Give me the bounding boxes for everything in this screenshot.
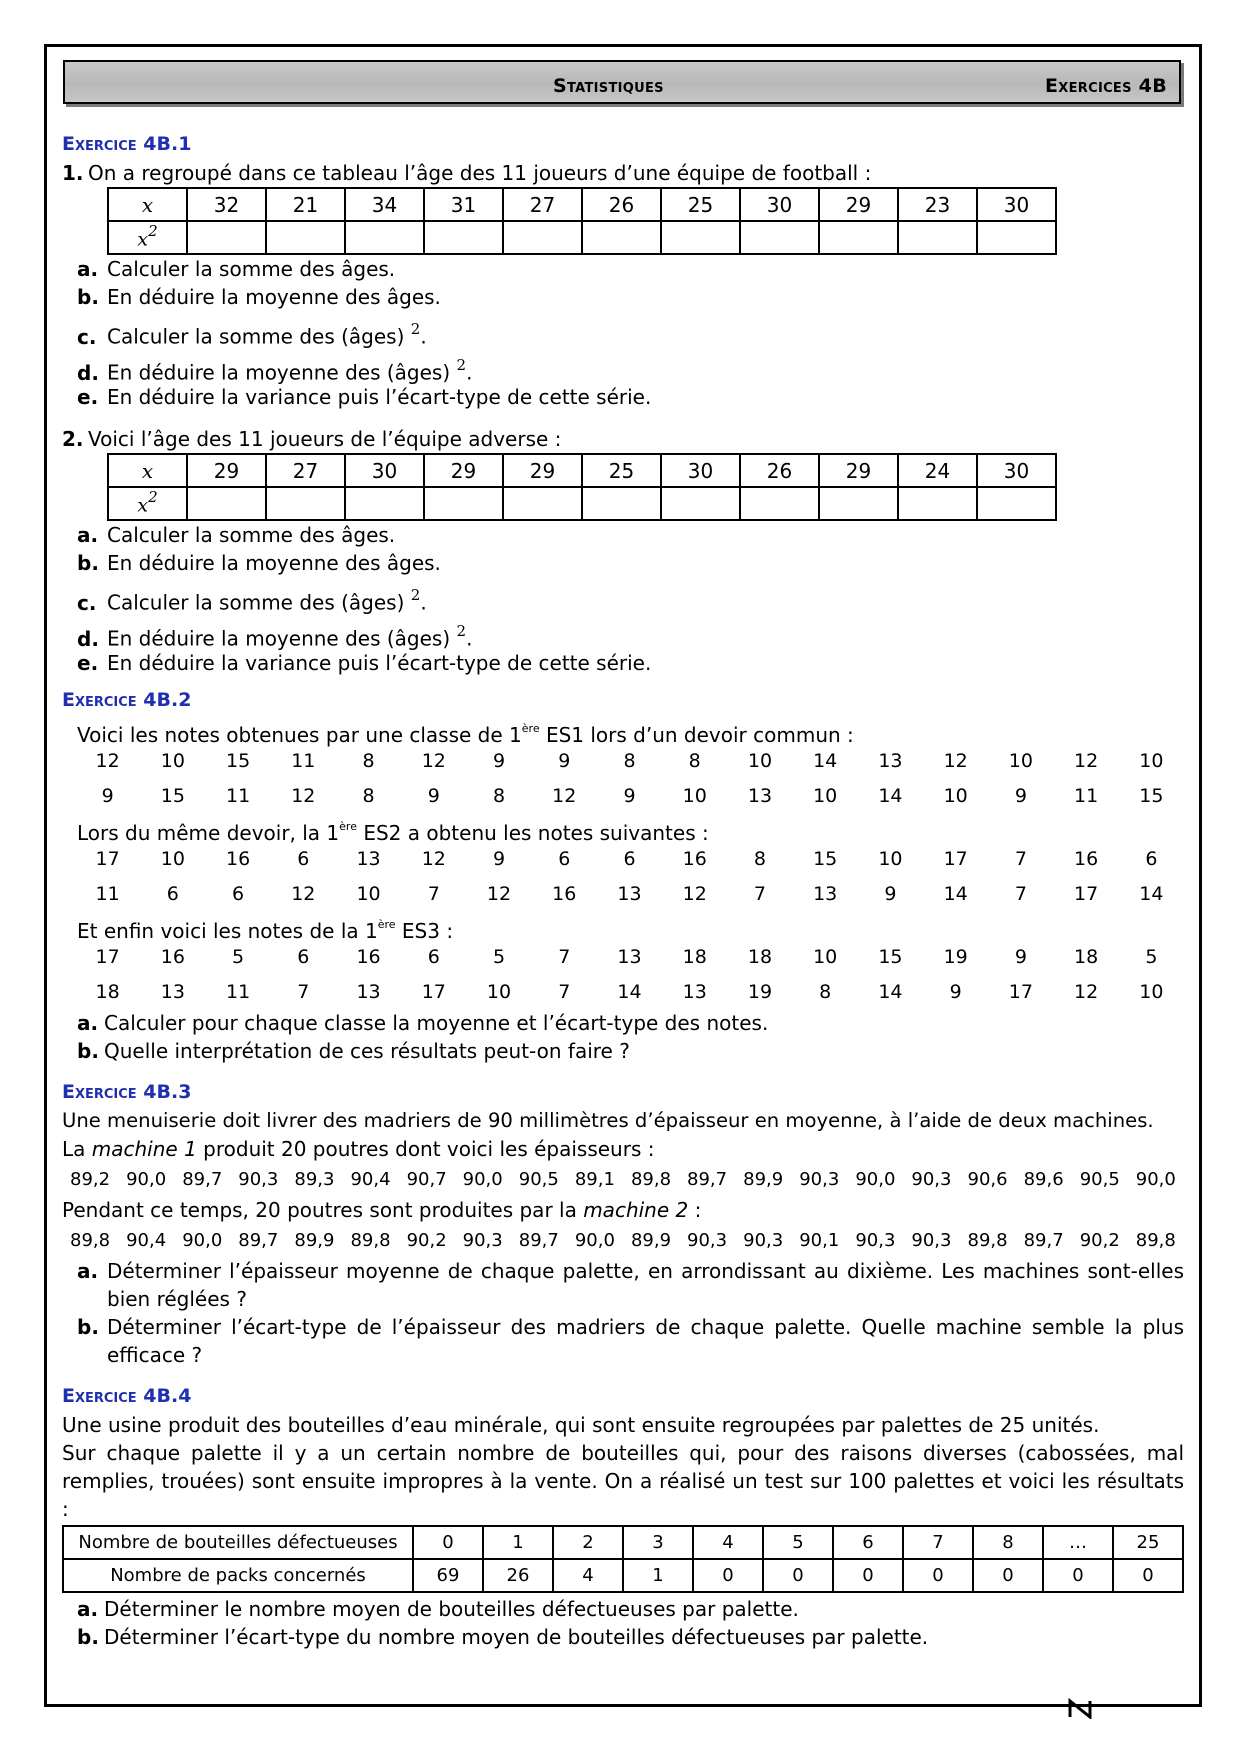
value: 13 [160,980,185,1003]
table-cell: 0 [1043,1559,1113,1592]
empty-answer-cell [582,221,661,254]
table-cell: 27 [503,188,582,221]
value: 11 [225,784,251,807]
table-cell: 25 [661,188,740,221]
value: 15 [813,847,838,870]
value: 90,7 [406,1169,447,1190]
ex4-intro: Une usine produit des bouteilles d’eau minérale, qui sont ensuite regroupées par palettes de 25 unités. [62,1413,1100,1437]
table-cell: 1 [623,1559,693,1592]
questions-1: a. Calculer la somme des âges. b. En déduire la moyenne des âges. c. Calculer la somme des (âges) $^2$. d. En déduire la moyenne des (âges) $^2$. e. En déduire la variance puis l’écart-type de cette série. [77,257,652,409]
machine2-intro: Pendant ce temps, 20 poutres sont produites par la machine 2 : [62,1198,702,1222]
table-cell: 27 [266,454,345,487]
content [62,127,1184,1651]
value: 89,7 [687,1169,728,1190]
value: 8 [753,847,766,870]
value: 89,7 [182,1169,223,1190]
value: 7 [558,945,571,968]
value: 14 [878,784,903,807]
exercise-title: Exercice 4B.2 [62,689,192,711]
table-cell: … [1043,1526,1113,1559]
table-cell: 0 [763,1559,833,1592]
header-code: Exercices 4B [1045,75,1167,97]
value: 90,0 [574,1230,615,1251]
value: 9 [558,749,571,772]
value: 90,2 [1079,1230,1120,1251]
value: 18 [1074,945,1099,968]
table-cell: 0 [1113,1559,1183,1592]
value: 10 [356,882,381,905]
grades-row [62,974,1184,1009]
table-cell: 69 [413,1559,483,1592]
value: 10 [747,749,773,772]
value: 12 [486,882,512,905]
value: 10 [1139,980,1164,1003]
table-cell: 31 [424,188,503,221]
value: 6 [297,847,310,870]
value: 5 [492,945,506,968]
value: 6 [623,847,636,870]
value: 13 [617,945,642,968]
row-label-x-squared: $x^2$ [108,221,187,254]
table-cell: 5 [763,1526,833,1559]
value: 11 [291,749,316,772]
value: 6 [166,882,179,905]
table-cell: 34 [345,188,424,221]
value: 11 [225,980,251,1003]
value: 14 [878,980,903,1003]
empty-answer-cell [266,221,345,254]
value: 8 [492,784,506,807]
value: 10 [813,784,838,807]
exercise-title: Exercice 4B.4 [62,1385,192,1407]
value: 16 [552,882,577,905]
value: 13 [813,882,838,905]
value: 9 [949,980,962,1003]
row-label-x: x [108,454,187,487]
table-cell: 24 [898,454,977,487]
value: 5 [232,945,245,968]
value: 7 [558,980,571,1003]
value: 90,3 [911,1230,952,1251]
value: 89,8 [70,1230,111,1251]
row-label-x-squared: $x^2$ [108,487,187,520]
value: 9 [1014,945,1027,968]
header-title: Statistiques [553,75,664,97]
part-intro: 1. On a regroupé dans ce tableau l’âge des 11 joueurs d’une équipe de football : [62,161,872,185]
value: 90,0 [462,1169,503,1190]
value: 89,1 [574,1169,615,1190]
machine1-values [62,1163,1184,1196]
empty-answer-cell [582,487,661,520]
value: 90,3 [238,1169,279,1190]
value: 89,7 [238,1230,279,1251]
table-cell: 29 [187,454,266,487]
value: 12 [943,749,968,772]
empty-answer-cell [819,221,898,254]
questions-ex3: a. Déterminer l’épaisseur moyenne de chaque palette, en arrondissant au dixième. Les machines sont-elles bien réglées ? [77,1259,1184,1311]
value: 9 [101,784,114,807]
value: 6 [558,847,571,870]
ex4-intro-2: Sur chaque palette il y a un certain nombre de bouteilles qui, pour des raisons diverses (cabossées, mal remplies, trouées) sont ensuite impropres à la vente. On a réalisé un test sur 100 palettes et voici les résultats : [62,1441,1184,1521]
grades-row [62,939,1184,974]
table-cell: 30 [977,188,1056,221]
value: 9 [492,749,506,772]
table-cell: 4 [693,1526,763,1559]
grades-row [62,778,1184,813]
value: 7 [297,980,310,1003]
questions-ex2: a. Calculer pour chaque classe la moyenne et l’écart-type des notes. b. Quelle interprétation de ces résultats peut-on faire ? [77,1011,769,1063]
table-cell: 6 [833,1526,903,1559]
value: 7 [1014,882,1027,905]
value: 90,3 [687,1230,728,1251]
value: 9 [884,882,897,905]
empty-answer-cell [977,487,1056,520]
value: 14 [813,749,838,772]
value: 90,0 [182,1230,223,1251]
table-cell: 30 [345,454,424,487]
table-cell: 21 [266,188,345,221]
value: 10 [1139,749,1164,772]
empty-answer-cell [266,487,345,520]
empty-answer-cell [345,221,424,254]
table-cell: 30 [661,454,740,487]
value: 15 [1139,784,1164,807]
empty-answer-cell [187,487,266,520]
value: 13 [878,749,903,772]
value: 7 [427,882,440,905]
value: 11 [95,882,120,905]
table-cell: 30 [740,188,819,221]
value: 10 [943,784,968,807]
value: 8 [819,980,832,1003]
value: 89,9 [294,1230,335,1251]
empty-answer-cell [345,487,424,520]
table-cell: 26 [483,1559,553,1592]
value: 16 [682,847,707,870]
value: 13 [747,784,773,807]
value: 12 [1074,980,1099,1003]
value: 8 [688,749,701,772]
value: 19 [747,980,773,1003]
page-frame [44,44,1202,1707]
empty-answer-cell [898,487,977,520]
value: 6 [427,945,440,968]
value: 10 [1008,749,1033,772]
value: 17 [1008,980,1033,1003]
table-cell: 0 [903,1559,973,1592]
empty-answer-cell [977,221,1056,254]
value: 10 [160,847,185,870]
value: 9 [427,784,440,807]
value: 90,0 [855,1169,896,1190]
table-cell: 1 [483,1526,553,1559]
class-intro: Voici les notes obtenues par une classe de 1ère ES1 lors d’un devoir commun : [77,722,854,747]
value: 12 [552,784,577,807]
value: 90,3 [855,1230,896,1251]
value: 7 [753,882,766,905]
table-cell: 29 [819,454,898,487]
value: 90,3 [911,1169,952,1190]
value: 90,0 [126,1169,167,1190]
table-cell: 0 [973,1559,1043,1592]
value: 89,3 [294,1169,335,1190]
value: 90,5 [1079,1169,1120,1190]
value: 89,9 [630,1230,672,1251]
value: 17 [1074,882,1099,905]
table-cell: 26 [740,454,819,487]
page-corner-mark [1066,1697,1096,1719]
value: 8 [362,749,375,772]
value: 12 [1074,749,1099,772]
value: 11 [1074,784,1099,807]
machine1-intro: La machine 1 produit 20 poutres dont voici les épaisseurs : [62,1137,655,1161]
value: 90,0 [1135,1169,1176,1190]
value: 14 [1139,882,1164,905]
value: 15 [878,945,903,968]
empty-answer-cell [898,221,977,254]
value: 8 [623,749,636,772]
table-cell: 25 [582,454,661,487]
value: 12 [291,784,316,807]
table-cell: 32 [187,188,266,221]
value: 12 [421,749,446,772]
value: 90,4 [350,1169,391,1190]
value: 15 [225,749,251,772]
value: 16 [1074,847,1099,870]
value: 6 [297,945,310,968]
value: 89,8 [350,1230,391,1251]
value: 90,4 [126,1230,167,1251]
value: 6 [1145,847,1158,870]
empty-answer-cell [819,487,898,520]
value: 89,7 [518,1230,559,1251]
grades-row [62,743,1184,778]
value: 10 [682,784,707,807]
empty-answer-cell [503,487,582,520]
value: 17 [943,847,968,870]
value: 89,8 [1135,1230,1176,1251]
value: 12 [291,882,316,905]
empty-answer-cell [740,221,819,254]
value: 89,6 [1023,1169,1064,1190]
value: 7 [1014,847,1027,870]
table-cell: 26 [582,188,661,221]
value: 16 [160,945,185,968]
bottles-table [62,1525,1184,1593]
value: 18 [95,980,120,1003]
value: 90,3 [743,1230,784,1251]
machine2-values [62,1224,1184,1257]
table-cell: 29 [503,454,582,487]
value: 17 [95,847,120,870]
value: 12 [421,847,446,870]
value: 9 [1014,784,1027,807]
exercise-title: Exercice 4B.3 [62,1081,192,1103]
table-cell: 25 [1113,1526,1183,1559]
empty-answer-cell [187,221,266,254]
value: 13 [356,847,381,870]
questions-ex4: a. Déterminer le nombre moyen de bouteilles défectueuses par palette. b. Déterminer l’écart-type du nombre moyen de bouteilles défectueuses par palette. [77,1597,929,1649]
value: 18 [682,945,707,968]
value: 10 [160,749,185,772]
value: 10 [878,847,903,870]
table-cell: 3 [623,1526,693,1559]
empty-answer-cell [661,487,740,520]
value: 12 [95,749,120,772]
value: 90,3 [799,1169,840,1190]
value: 89,2 [70,1169,111,1190]
empty-answer-cell [740,487,819,520]
value: 9 [623,784,636,807]
value: 5 [1145,945,1158,968]
part-intro: 2. Voici l’âge des 11 joueurs de l’équipe adverse : [62,427,562,451]
value: 16 [225,847,251,870]
value: 89,7 [1023,1230,1064,1251]
header-banner [63,60,1181,104]
value: 89,8 [967,1230,1008,1251]
table-cell: 0 [833,1559,903,1592]
value: 17 [421,980,446,1003]
value: 17 [95,945,120,968]
table-cell: 29 [424,454,503,487]
value: 90,6 [967,1169,1008,1190]
table-cell: 29 [819,188,898,221]
exercise-title: Exercice 4B.1 [62,133,192,155]
table-cell: 23 [898,188,977,221]
value: 90,1 [799,1230,840,1251]
value: 13 [682,980,707,1003]
empty-answer-cell [661,221,740,254]
grades-row [62,876,1184,911]
table-cell: 2 [553,1526,623,1559]
value: 89,9 [743,1169,784,1190]
empty-answer-cell [424,487,503,520]
value: 90,5 [518,1169,559,1190]
questions-ex3: b. Déterminer l’écart-type de l’épaisseur des madriers de chaque palette. Quelle machine semble la plus efficace ? [77,1315,1184,1367]
class-intro: Lors du même devoir, la 1ère ES2 a obtenu les notes suivantes : [77,820,709,845]
table-cell: 8 [973,1526,1043,1559]
value: 90,2 [406,1230,447,1251]
grades-row [62,841,1184,876]
row-label-x: x [108,188,187,221]
empty-answer-cell [503,221,582,254]
class-intro: Et enfin voici les notes de la 1ère ES3 : [77,918,454,943]
empty-answer-cell [424,221,503,254]
value: 15 [160,784,185,807]
value: 8 [362,784,375,807]
value: 19 [943,945,968,968]
ages-table-1 [107,187,1057,255]
value: 6 [232,882,245,905]
value: 9 [492,847,506,870]
value: 16 [356,945,381,968]
ex3-intro: Une menuiserie doit livrer des madriers de 90 millimètres d’épaisseur en moyenne, à l’aide de deux machines. [62,1109,1154,1132]
value: 14 [617,980,642,1003]
value: 18 [747,945,773,968]
value: 10 [486,980,512,1003]
value: 13 [356,980,381,1003]
table-cell: 30 [977,454,1056,487]
table-cell: 4 [553,1559,623,1592]
value: 12 [682,882,707,905]
value: 13 [617,882,642,905]
value: 10 [813,945,838,968]
row-label: Nombre de packs concernés [63,1559,413,1592]
table-cell: 0 [413,1526,483,1559]
row-label: Nombre de bouteilles défectueuses [63,1526,413,1559]
value: 90,3 [462,1230,503,1251]
value: 14 [943,882,968,905]
table-cell: 7 [903,1526,973,1559]
table-cell: 0 [693,1559,763,1592]
value: 89,8 [630,1169,672,1190]
questions-2: a. Calculer la somme des âges. b. En déduire la moyenne des âges. c. Calculer la somme des (âges) $^2$. d. En déduire la moyenne des (âges) $^2$. e. En déduire la variance puis l’écart-type de cette série. [77,523,652,675]
ages-table-2 [107,453,1057,521]
